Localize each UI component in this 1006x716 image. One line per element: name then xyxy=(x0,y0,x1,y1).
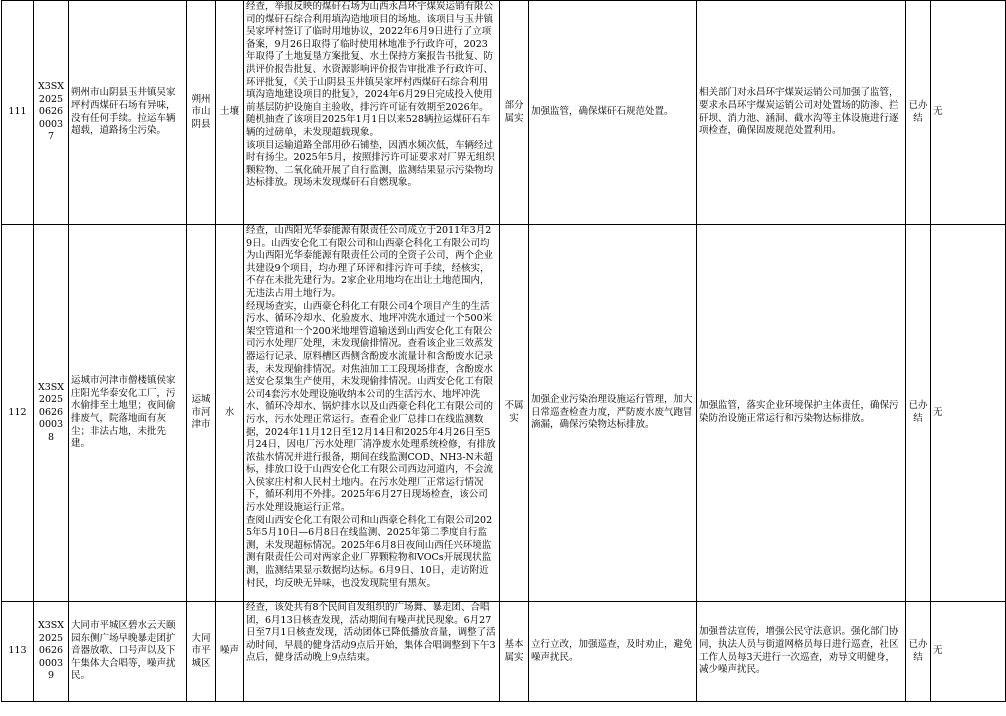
accountability: 无 xyxy=(931,1,1006,225)
rectification-measures: 加强监管，落实企业环境保护主体责任，确保污染防治设施正常运行和污染物达标排放。 xyxy=(697,225,906,602)
row-number: 111 xyxy=(2,1,34,225)
investigation-paragraph: 该项目运输道路全部用砂石铺垫，因洒水频次低，车辆经过时有扬尘。2025年5月，按照排污许可证要求对厂界无组织颗粒物、二氧化硫开展了自行监测，监测结果显示污染物均达标排放。现场未发现煤矸石自燃现象。 xyxy=(246,139,495,189)
investigation-paragraph: 经查，该处共有8个民间自发组织的广场舞、暴走团、合唱团，6月13日核查发现，活动期间有噪声扰民现象。6月27日至7月1日核查发现，活动团体已降低播放音量，调整了活动时间，早晨的健身活动9点后开始，集体合唱调整到下午3点后，健身活动晚上9点结束。 xyxy=(246,602,496,664)
verdict: 基本属实 xyxy=(500,602,529,702)
investigation-paragraph: 查阅山西安仑化工有限公司和山西豪仑科化工有限公司2025年5月10日—6月8日在线监测、2025年第二季度自行监测，未发现超标情况。2025年6月8日夜间山西任兴环境监测有限责任公司对两家企业厂界颗粒物和VOCs开展现状监测，监测结果显示数据均达标。6月9日、10日，走访附近村民，均反映无异味，也没发现院里有黑灰。 xyxy=(246,514,493,589)
administrative-area: 大同市平城区 xyxy=(187,602,216,702)
handling-status: 已办结 xyxy=(906,602,931,702)
handling-status: 已办结 xyxy=(906,1,931,225)
accountability: 无 xyxy=(931,602,1006,702)
row-number: 113 xyxy=(2,602,34,702)
investigation-paragraph: 经现场查实，山西豪仑科化工有限公司4个项目产生的生活污水、循环冷却水、化验废水、地坪冲洗水通过一个500米架空管道和一个200米地埋管道输送到山西安仑化工有限公司污水处理厂处理，未发现偷排情况。查看该企业三效蒸发器运行记录、原料槽区西侧含酚废水流量计和含酚废水记录表，未发现偷排情况。对焦油加工工段现场排查，含酚废水送安仑泵集生产使用，未发现偷排情况。山西安仑化工有限公司4套污水处理设施收纳本公司的生活污水、地坪冲洗水、循环冷却水、锅炉排水以及山西豪仑科化工有限公司的污水，污水处理正常运行。查看企业厂总排口在线监测数据，2024年11月12日至12月14日和2025年4月26日至5月24日，因电厂污水处理厂清净废水处理系统检修，有排放浓盐水情况并进行报备，期间在线监测COD、NH3-N未超标，排放口设于山西安仑化工有限公司西边河道内，不会流入侯家庄村和人民村土地内。在污水处理厂正常运行情况下，循环利用不外排。2025年6月27日现场检查，该公司污水处理设施运行正常。 xyxy=(246,300,496,514)
investigation-result xyxy=(244,225,500,602)
verdict: 部分属实 xyxy=(500,1,529,225)
handling-status: 已办结 xyxy=(906,225,931,602)
verdict: 不属实 xyxy=(500,225,529,602)
accountability: 无 xyxy=(931,225,1006,602)
investigation-paragraph: 随机抽查了该项目2025年1月1日以来528辆拉运煤矸石车辆的过磅单，未发现超载现象。 xyxy=(246,114,491,138)
complaint-content: 运城市河津市僧楼镇侯家庄阳光华泰安化工厂，污水偷排至土地里；夜间偷排废气，院落地面有灰尘；非法占地，未批先建。 xyxy=(69,225,187,602)
case-code: X3SX2025062600037 xyxy=(34,1,69,225)
administrative-area: 朔州市山阴县 xyxy=(187,1,216,225)
table-row xyxy=(2,602,1006,702)
complaint-content: 朔州市山阴县玉井镇吴家坪村西煤矸石场有异味，没有任何手续。拉运车辆超载，道路扬尘污染。 xyxy=(69,1,187,225)
investigation-paragraph: 经查，山西阳光华泰能源有限责任公司成立于2011年3月29日。山西安仑化工有限公司和山西豪仑科化工有限公司均为山西阳光华泰能源有限责任公司的全资子公司，两个企业共建设9个项目，均办理了环评和排污许可手续，经核实，不存在未批先建行为。2家企业用地均在出让土地范围内，无违法占用土地行为。 xyxy=(246,225,494,299)
row-number: 112 xyxy=(2,225,34,602)
rectification-target: 加强企业污染治理设施运行管理，加大日常巡查检查力度，严防废水废气跑冒滴漏，确保污染物达标排放。 xyxy=(529,225,697,602)
pollution-type: 水 xyxy=(216,225,244,602)
pollution-type: 噪声 xyxy=(216,602,244,702)
investigation-result xyxy=(244,602,500,702)
case-code: X3SX2025062600038 xyxy=(34,225,69,602)
complaint-table xyxy=(1,0,1006,702)
rectification-target: 加强监管，确保煤矸石规范处置。 xyxy=(529,1,697,225)
administrative-area: 运城市河津市 xyxy=(187,225,216,602)
rectification-measures: 相关部门对永昌环宇煤炭运销公司加强了监管，要求永昌环宇煤炭运销公司对处置场的防渗、拦矸坝、消力池、涵洞、截水沟等主体设施进行逐项检查，确保固废规范处置利用。 xyxy=(697,1,906,225)
rectification-measures: 加强普法宣传，增强公民守法意识。强化部门协同，执法人员与街道网格员每日进行巡查，社区工作人员每3天进行一次巡查，劝导文明健身，减少噪声扰民。 xyxy=(697,602,906,702)
investigation-result xyxy=(244,1,500,225)
pollution-type: 土壤 xyxy=(216,1,244,225)
table-row xyxy=(2,1,1006,225)
case-code: X3SX2025062600039 xyxy=(34,602,69,702)
complaint-content: 大同市平城区碧水云天颐园东侧广场早晚暴走团扩音器放歌、口号声以及下午集体大合唱等，噪声扰民。 xyxy=(69,602,187,702)
rectification-target: 立行立改，加强巡查，及时劝止，避免噪声扰民。 xyxy=(529,602,697,702)
investigation-paragraph: 经查，举报反映的煤矸石场为山西永昌环宇煤炭运销有限公司的煤矸石综合利用填沟造地项目的场地。该项目与玉井镇吴家坪村签订了临时用地协议，2022年6月9日进行了立项备案，9月26日取得了临时使用林地准予行政许可，2023年取得了土地复垦方案批复、水土保持方案报告书批复、防洪评价报告批复、水资源影响评价报告审批准予行政许可、环评批复，《关于山阴县玉井镇吴家坪村西煤矸石综合利用填沟造地建设项目的批复》，2024年6月29日完成投入使用前基层防护设施自主验收，排污许可证有效期至2026年。 xyxy=(246,1,494,113)
table-row xyxy=(2,225,1006,602)
